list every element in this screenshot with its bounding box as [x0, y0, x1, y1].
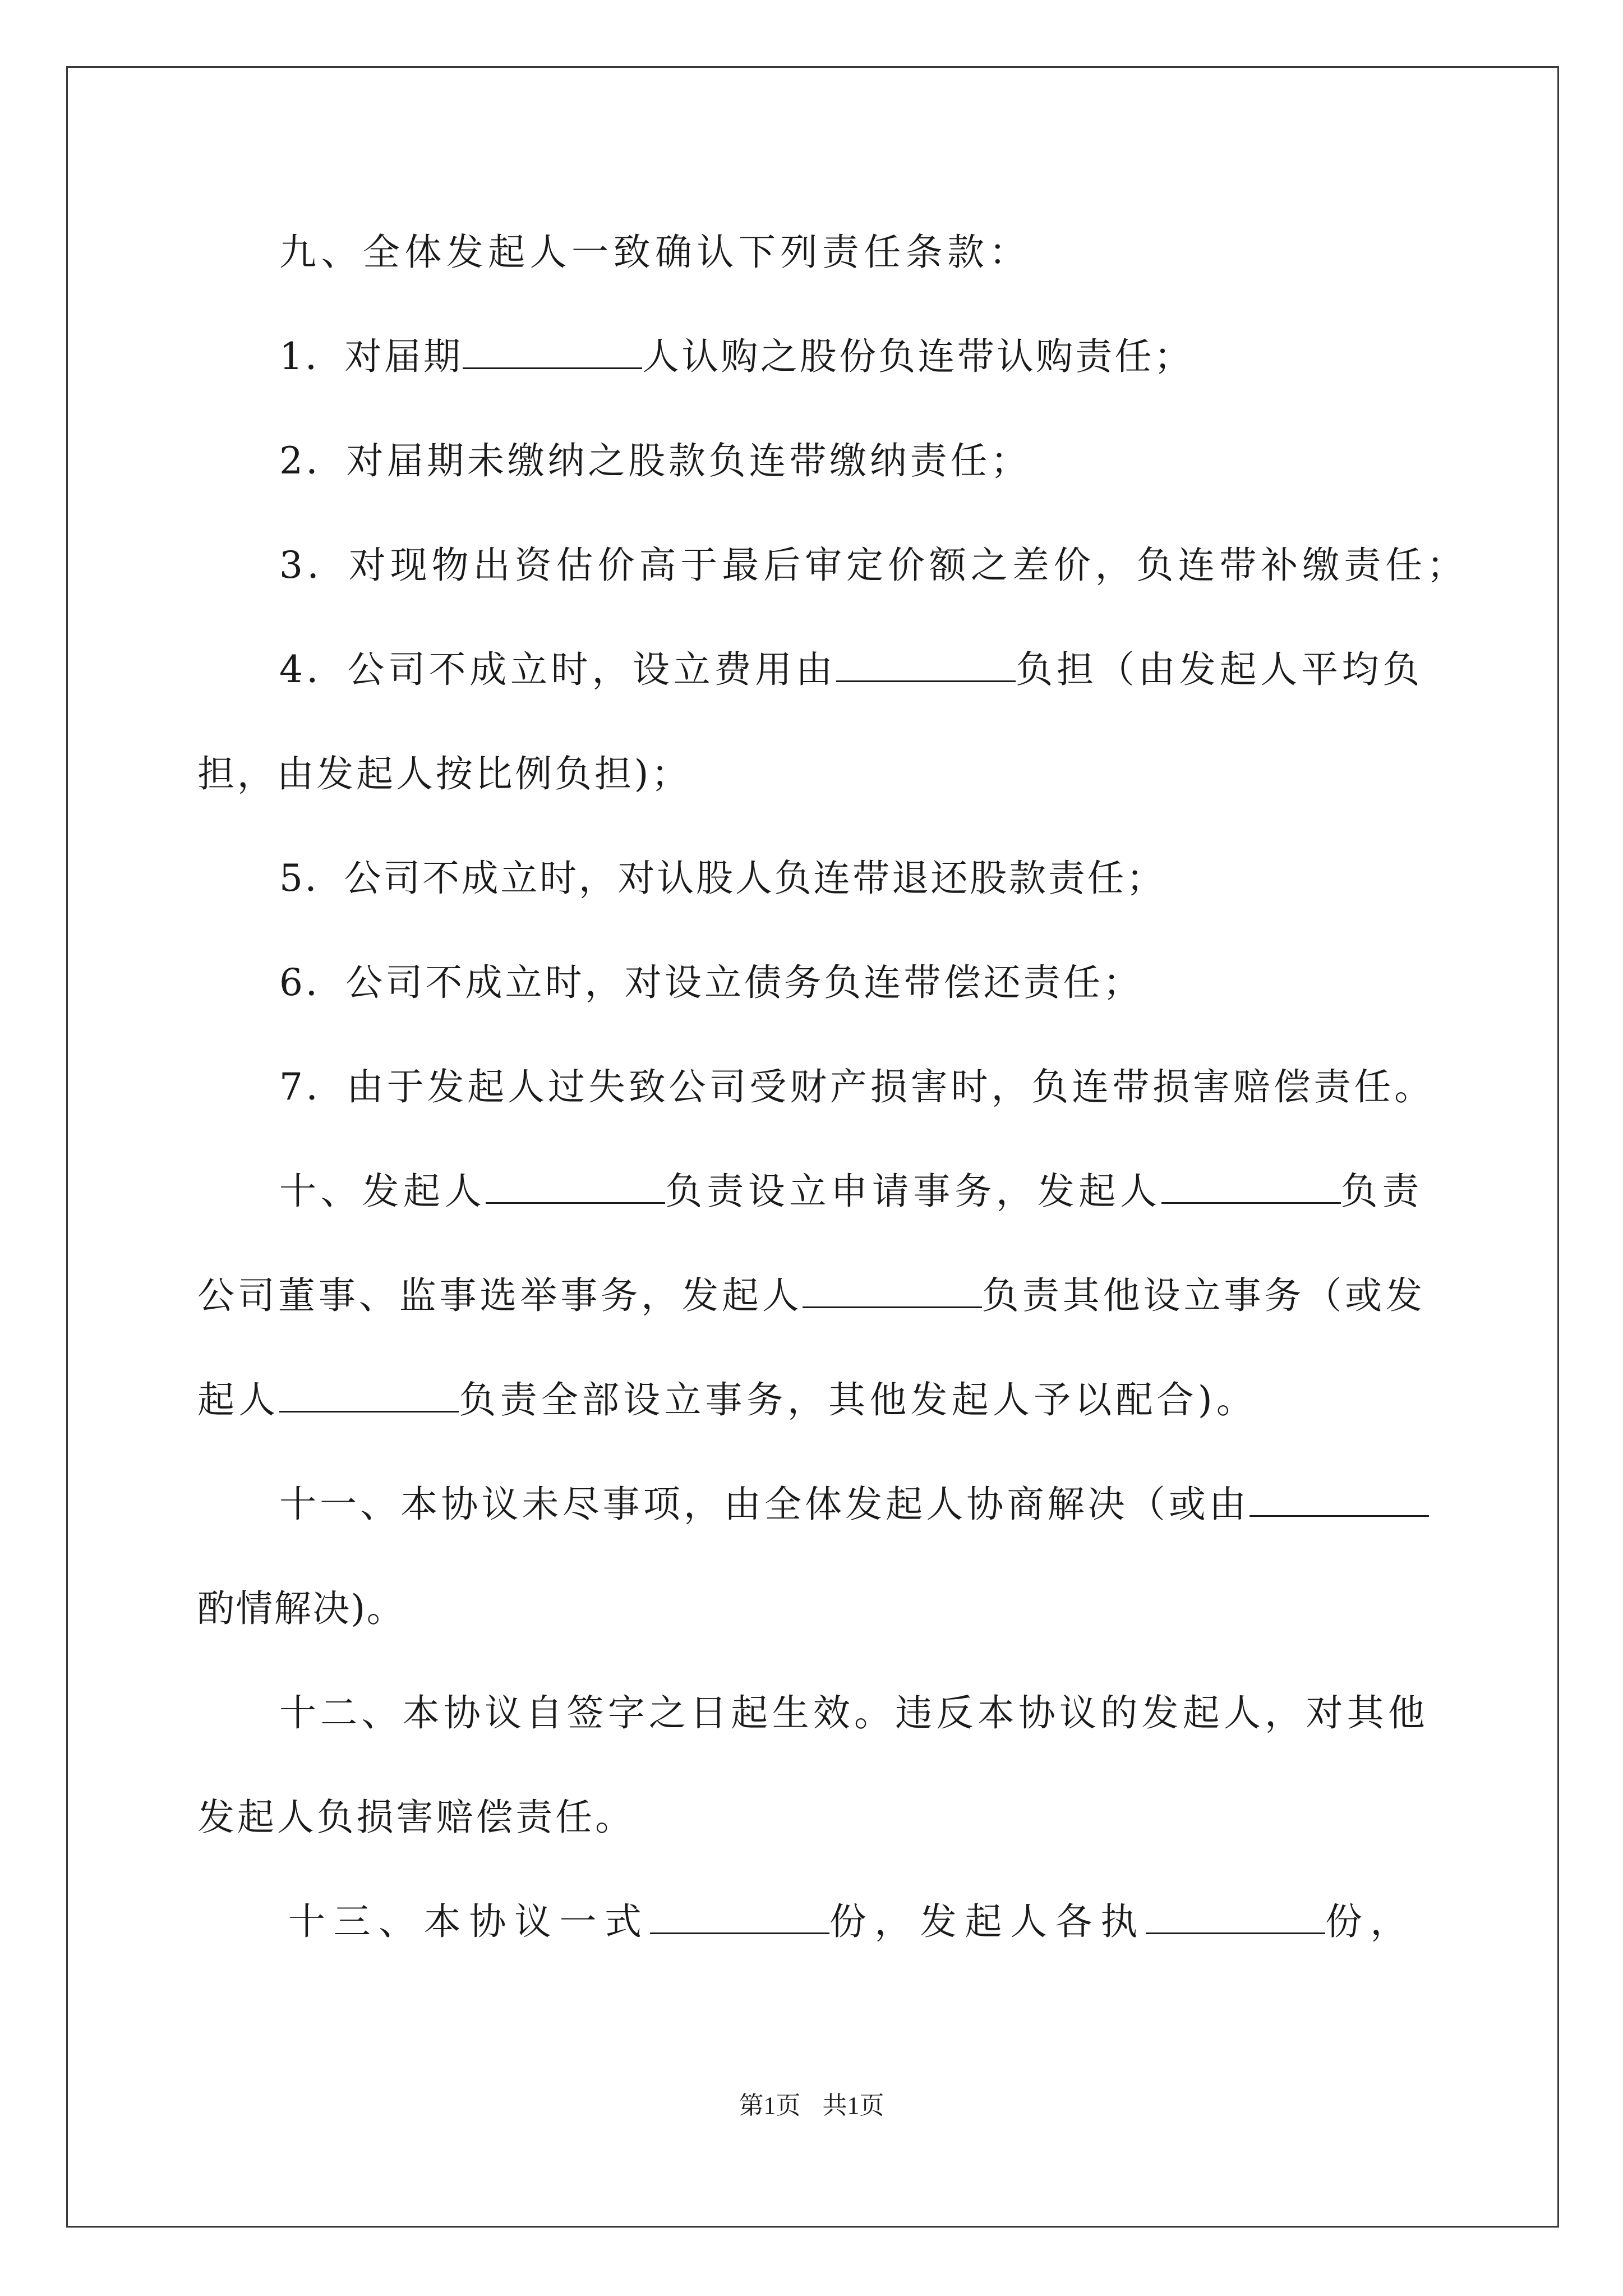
fill-in-blank — [650, 1901, 829, 1934]
line-text: 3．对现物出资估价高于最后审定价额之差价，负连带补缴责任； — [279, 544, 1468, 587]
fill-in-blank — [1146, 1901, 1325, 1934]
line-text: 担，由发起人按比例负担)； — [197, 752, 691, 795]
fill-in-blank — [836, 649, 1016, 682]
fill-in-blank — [486, 1171, 665, 1204]
line-text: 酌情解决)。 — [197, 1587, 405, 1630]
line-text: 公司董事、监事选举事务，发起人 — [197, 1274, 803, 1317]
fill-in-blank — [463, 336, 642, 369]
line-text: 十三、本协议一式 — [288, 1900, 650, 1943]
line-text: 发起人负损害赔偿责任。 — [197, 1796, 635, 1839]
line-text: 份， — [1325, 1900, 1416, 1943]
line-text: 十二、本协议自签字之日起生效。违反本协议的发起人，对其他 — [279, 1691, 1429, 1734]
line-text: 5．公司不成立时，对认股人负连带退还股款责任； — [279, 857, 1165, 900]
line-text: 1．对届期 — [279, 335, 463, 378]
paragraph-line — [197, 1586, 405, 1631]
page-footer — [0, 2090, 1623, 2122]
line-text: 负责 — [1340, 1170, 1424, 1213]
paragraph-line — [279, 856, 1165, 901]
paragraph-line — [279, 1065, 1435, 1110]
paragraph-line — [279, 230, 1031, 275]
line-text: 6．公司不成立时，对设立债务负连带偿还责任； — [279, 961, 1143, 1004]
page-number: 第1页 — [739, 2092, 801, 2119]
line-text: 4．公司不成立时，设立费用由 — [279, 648, 837, 691]
line-text: 九、全体发起人一致确认下列责任条款： — [279, 231, 1031, 274]
line-text: 份，发起人各执 — [829, 1900, 1146, 1943]
fill-in-blank — [1161, 1171, 1341, 1204]
paragraph-line — [279, 1169, 1423, 1214]
line-text: 2．对届期未缴纳之股款负连带缴纳责任； — [279, 439, 1031, 482]
paragraph-line — [279, 439, 1031, 484]
paragraph-line — [197, 1378, 1257, 1423]
line-text: 人认购之股份负连带认购责任； — [642, 335, 1193, 378]
paragraph-line — [279, 647, 1423, 692]
fill-in-blank — [803, 1275, 982, 1308]
line-text: 十、发起人 — [279, 1170, 486, 1213]
line-text: 起人 — [197, 1378, 280, 1421]
line-text: 负责其他设立事务（或发 — [981, 1274, 1426, 1317]
paragraph-line — [279, 543, 1468, 588]
line-text: 负责全部设立事务，其他发起人予以配合)。 — [459, 1378, 1258, 1421]
paragraph-line — [279, 334, 1193, 379]
paragraph-line — [279, 960, 1143, 1005]
paragraph-line — [197, 1273, 1426, 1318]
paragraph-line — [279, 1482, 1429, 1527]
line-text: 十一、本协议未尽事项，由全体发起人协商解决（或由 — [279, 1483, 1249, 1526]
fill-in-blank — [1249, 1484, 1429, 1517]
line-text: 负担（由发起人平均负 — [1016, 648, 1423, 691]
paragraph-line — [279, 1691, 1429, 1736]
line-text: 7．由于发起人过失致公司受财产损害时，负连带损害赔偿责任。 — [279, 1065, 1435, 1108]
fill-in-blank — [279, 1379, 459, 1412]
line-text: 负责设立申请事务，发起人 — [665, 1170, 1161, 1213]
page-total: 共1页 — [822, 2092, 884, 2119]
paragraph-line — [197, 1795, 635, 1840]
paragraph-line — [288, 1899, 1415, 1944]
paragraph-line — [197, 752, 691, 797]
